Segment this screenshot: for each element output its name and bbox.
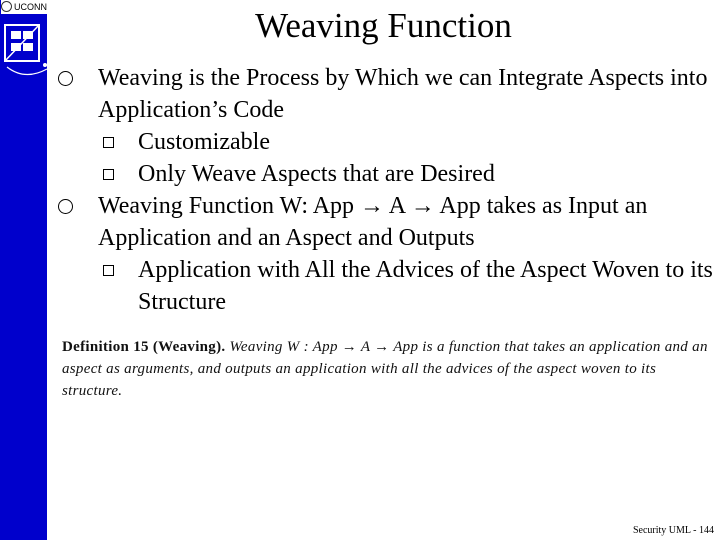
uconn-seal-icon <box>1 1 12 12</box>
square-bullet-icon <box>103 169 114 180</box>
circle-bullet-icon <box>58 199 73 214</box>
square-bullet-icon <box>103 137 114 148</box>
definition-block <box>62 336 714 402</box>
sub-bullet-text: Customizable <box>138 129 270 155</box>
sub-bullet-text: Only Weave Aspects that are Desired <box>138 161 495 187</box>
sub-bullet-text: Application with All the Advices of the Aspect Woven to its Structure <box>138 257 713 315</box>
bullet-text: Weaving Function W: App → A → App takes as Input an Application and an Aspect and Outputs <box>98 193 648 251</box>
sub-bullet-item <box>58 126 718 158</box>
sub-bullet-item <box>58 254 718 318</box>
bullet-item <box>58 62 718 126</box>
slide-title: Weaving Function <box>255 6 512 45</box>
definition-body: Weaving W : App → A → App is a function that takes an application and an aspect as arguments, and outputs an application with all the advices of the aspect woven to its structure. <box>62 339 708 399</box>
circle-bullet-icon <box>58 71 73 86</box>
bullet-text: Weaving is the Process by Which we can Integrate Aspects into Application’s Code <box>98 65 708 123</box>
square-bullet-icon <box>103 265 114 276</box>
definition-heading: Definition 15 (Weaving). <box>62 339 226 355</box>
sub-bullet-item <box>58 158 718 190</box>
bullet-list <box>58 62 718 318</box>
uconn-label: UCONN <box>14 2 47 12</box>
bullet-item <box>58 190 718 254</box>
network-logo-icon <box>3 17 51 83</box>
slide-footer: Security UML - 144 <box>632 525 714 536</box>
